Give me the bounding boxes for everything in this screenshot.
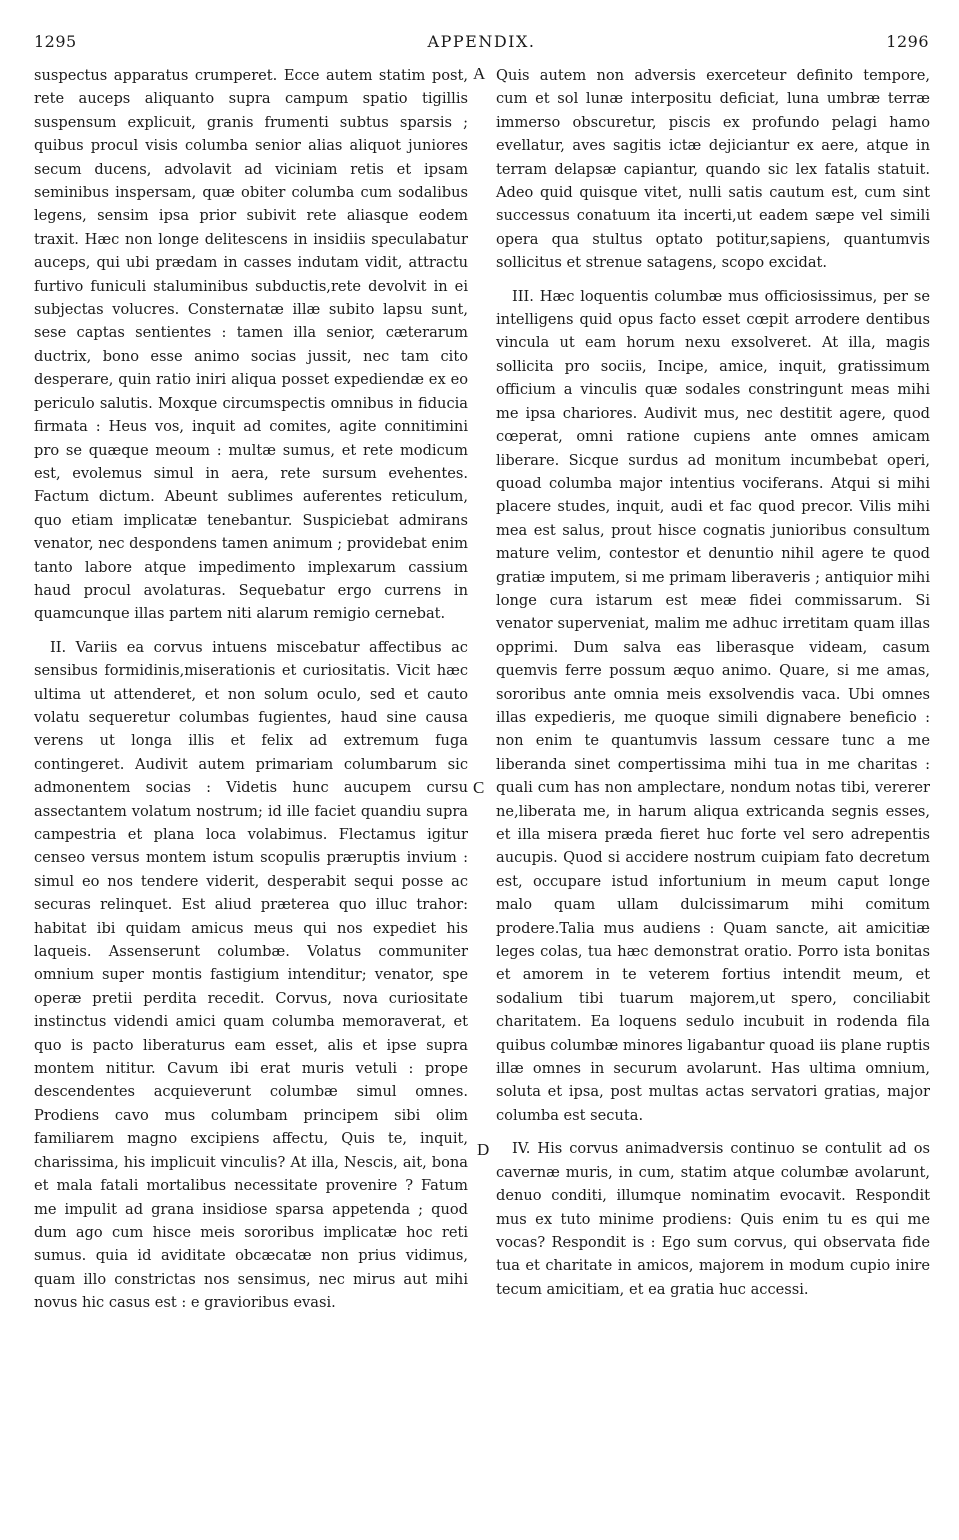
section-marker-c: C [473,778,485,797]
right-column [496,64,930,1301]
page-number-right: 1296 [886,32,929,51]
right-paragraph-1: Quis autem non adversis exerceteur definito tempore, cum et sol lunæ interpositu deficiat, luna umbræ terræ immerso obscuretur, piscis ex profundo pelagi hamo evellatur, aves sagitis ictæ dejiciantur ex aere, atque in terram delapsæ capiantur, quando sic lex fatalis statuit. Adeo quid quisque vitet, nulli satis cautum est, cum sint successus conatuum ita incerti,ut eadem sæpe vel simili opera qua stultus optato potitur,sapiens, quantumvis sollicitus et strenue satagens, scopo excidat. [496,67,930,272]
right-paragraph-3: IV. His corvus animadversis continuo se contulit ad os cavernæ muris, in cum, statim atque columbæ avolarunt, denuo conditi, illumque nominatim evocavit. Respondit mus ex tuto minime prodiens: Quis enim tu es qui me vocas? Respondit is : Ego sum corvus, qui observata fide tua et charitate in amicos, majorem in modum cupio inire tecum amicitiam, et ea gratia huc accessi. [496,1140,930,1298]
left-paragraph-2: II. Variis ea corvus intuens miscebatur affectibus ac sensibus formidinis,miserationis et curiositatis. Vicit hæc ultima ut attenderet, et non solum oculo, sed et cauto volatu sequeretur columbas fugientes, haud sine causa verens ut longa illis et felix ad extremum fuga contingeret. Audivit autem primariam columbarum sic admonentem socias : Videtis hunc aucupem cursu assectantem volatum nostrum; id ille faciet quandiu supra campestria et plana loca volabimus. Flectamus igitur censeo versus montem istum scopulis præruptis invium : simul eo nos tendere viderit, desperabit sequi posse ac securas relinquet. Est aliud præterea quo illuc trahor: habitat ibi quidam amicus meus qui nos expediet his laqueis. Assenserunt columbæ. Volatus communiter omnium super montis fastigium intenditur; venator, spe operæ pretii perdita recedit. Corvus, nova curiositate instinctus videndi amici quam columba memoraverat, et quo is pacto liberaturus eam esset, alis et ipse supra montem nititur. Cavum ibi erat muris vetuli : prope descendentes acquieverunt columbæ simul omnes. Prodiens cavo mus columbam principem sibi olim familiarem magno excipiens affectu, Quis te, inquit, charissima, his implicuit vinculis? At illa, Nescis, ait, bona et mala fatali mortalibus necessitate provenire ? Fatum me impulit ad grana insidiose sparsa appetenda ; quod dum ago cum hisce meis sororibus implicatæ hoc reti sumus. quia id aviditate obcæcatæ non prius vidimus, quam illo constrictas nos sensimus, nec mirus aut mihi novus hic casus est : e gravioribus evasi. [34,638,468,1312]
left-column [34,64,468,1315]
right-paragraph-2: III. Hæc loquentis columbæ mus officiosissimus, per se intelligens quid opus facto esset cœpit arrodere dentibus vincula ut eam horum nexu exsolveret. At illa, magis sollicita pro sociis, Incipe, amice, inquit, gratissimum officium a vinculis quæ sodales constringunt meas mihi me ipsa chariores. Audivit mus, nec destitit agere, quod cœperat, omni ratione cupiens ante omnes amicam liberare. Sicque surdus ad monitum incumbebat operi, quoad columba major intentius vociferans. Atqui si mihi placere studes, inquit, audi et fac quod precor. Vilis mihi mea est salus, prout hisce cognatis junioribus consultum mature velim, contestor et denuntio nihil agere te quod gratiæ imputem, si me primam liberaveris ; antiquior mihi longe cura istarum est meæ fidei commissarum. Si venator superveniat, malim me adhuc irretitam quam illas opprimi. Dum salva eas liberasque videam, casum quemvis ferre possum æquo animo. Quare, si me amas, sororibus ante omnia meis exsolvendis vaca. Ubi omnes illas expedieris, me quoque simili dignabere beneficio : non enim te quantumvis lassum cessare tunc a me liberanda sinet compertissima mihi tua in me charitas : quali cum has non amplectare, nondum notas tibi, vererer ne,liberata me, in harum aliqua extricanda segnis esses, et illa misera præda fieret huc forte vel sero adrepentis aucupis. Quod si accidere nostrum cuipiam fato decretum est, occupare istud infortunium in meum caput longe malo quam ullam dulcissimarum mihi comitum prodere.Talia mus audiens : Quam sancte, ait amicitiæ leges colas, tua hæc demonstrat oratio. Porro ista bonitas et amorem in te veterem fortius intendit meum, et sodalium tibi tuarum majorem,ut spero, conciliabit charitatem. Ea loquens sedulo incubuit in rodenda fila quibus columbæ minores ligabantur quoad iis plane ruptis illæ omnes in securum avolarunt. Has ultima omnium, soluta et ipsa, post multas actas servatori gratias, major columba est secuta. [496,287,930,1124]
page-number-left: 1295 [34,32,77,51]
section-marker-d: D [477,1140,490,1159]
running-header [34,32,929,54]
running-title: APPENDIX. [427,32,536,51]
section-marker-a: A [473,64,486,83]
left-paragraph-1: suspectus apparatus crumperet. Ecce autem statim post, rete auceps aliquanto supra campum spatio tigillis suspensum explicuit, granis frumenti subtus sparsis ; quibus procul visis columba senior alias aliquot juniores secum ducens, advolavit ad viciniam retis et ipsam seminibus inspersam, quæ obiter columba cum sodalibus legens, sensim ipsa prior subivit rete aliasque eodem traxit. Hæc non longe delitescens in insidiis speculabatur auceps, qui ubi prædam in casses indutam vidit, attractu furtivo funiculi staluminibus subductis,rete devolvit in ei subjectas volucres. Consternatæ illæ subito lapsu sunt, sese captas sentientes : tamen illa senior, cæterarum ductrix, bono esse animo socias jussit, nec tam cito desperare, quin ratio iniri aliqua posset expediendæ ex eo periculo salutis. Moxque circumspectis omnibus in fiducia firmata : Heus vos, inquit ad comites, agite connitimini pro se quæque meoum : multæ sumus, et rete modicum est, evolemus simul in aera, rete sursum evehentes. Factum dictum. Abeunt sublimes auferentes reticulum, quo etiam implicatæ tenebantur. Suspiciebat admirans venator, nec despondens tamen animum ; providebat enim tanto labore atque impedimento implexarum cassium haud procul avolaturas. Sequebatur ergo currens in quamcunque illas partem niti alarum remigio cernebat. [34,67,468,623]
